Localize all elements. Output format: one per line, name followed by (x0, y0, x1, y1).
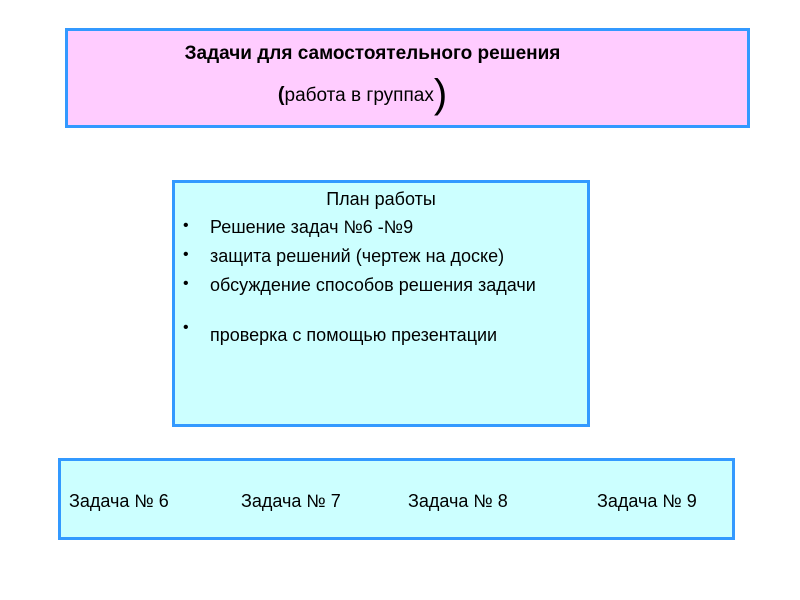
list-item-text: защита решений (чертеж на доске) (210, 246, 505, 266)
bullet-icon: • (183, 217, 189, 234)
list-item (175, 246, 587, 275)
list-item (175, 275, 587, 315)
title-box (65, 28, 750, 128)
list-item-text: проверка с помощью презентации (210, 325, 498, 345)
list-item-text: обсуждение способов решения задачи (210, 275, 536, 295)
work-plan-list (175, 217, 587, 344)
task-8-link[interactable]: Задача № 8 (408, 491, 508, 511)
tasks-box (58, 458, 735, 540)
task-6-link[interactable]: Задача № 6 (69, 491, 169, 511)
work-plan-box (172, 180, 590, 427)
list-item-text: Решение задач №6 -№9 (210, 217, 414, 237)
list-item (175, 315, 587, 344)
work-plan-heading: План работы (326, 189, 436, 209)
subtitle-open-paren: ( (277, 84, 285, 106)
list-item (175, 217, 587, 246)
slide-subtitle (68, 72, 747, 116)
task-7-link[interactable]: Задача № 7 (241, 491, 341, 511)
subtitle-text: работа в группах (284, 85, 434, 106)
subtitle-close-paren: ) (433, 72, 448, 116)
bullet-icon: • (183, 319, 189, 336)
task-9-link[interactable]: Задача № 9 (597, 491, 697, 511)
bullet-icon: • (183, 275, 189, 292)
bullet-icon: • (183, 246, 189, 263)
slide-title: Задачи для самостоятельного решения (184, 43, 561, 64)
